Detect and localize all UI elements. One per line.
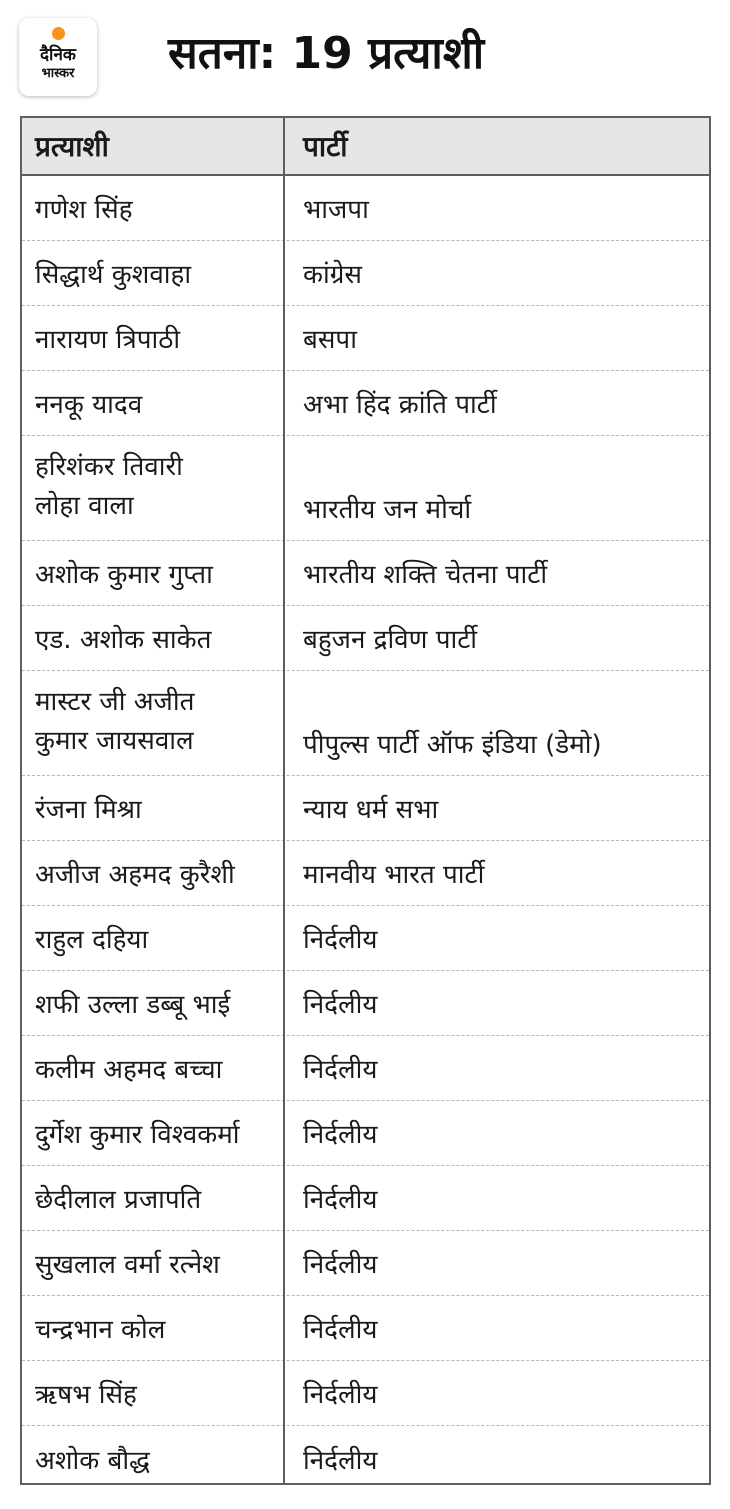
candidate-name: एड. अशोक साकेत <box>35 625 212 655</box>
table-row <box>22 1036 709 1101</box>
candidates-table <box>20 116 711 1485</box>
party-name: भारतीय शक्ति चेतना पार्टी <box>303 560 548 590</box>
candidate-name: दुर्गेश कुमार विश्वकर्मा <box>35 1120 240 1150</box>
table-row <box>22 371 709 436</box>
party-name: निर्दलीय <box>303 1445 378 1476</box>
column-header-party: पार्टी <box>303 130 348 163</box>
candidate-name: अजीज अहमद कुरैशी <box>35 860 235 890</box>
party-name: भारतीय जन मोर्चा <box>303 495 472 525</box>
table-row <box>22 1361 709 1426</box>
party-name: पीपुल्स पार्टी ऑफ इंडिया (डेमो) <box>303 730 602 760</box>
party-name: अभा हिंद क्रांति पार्टी <box>303 390 497 420</box>
table-row <box>22 1101 709 1166</box>
candidate-name: अशोक कुमार गुप्ता <box>35 560 213 590</box>
table-row <box>22 606 709 671</box>
candidate-name: रंजना मिश्रा <box>35 795 142 825</box>
candidate-name: नारायण त्रिपाठी <box>35 325 181 355</box>
candidate-name: राहुल दहिया <box>35 925 149 955</box>
table-row <box>22 971 709 1036</box>
party-name: निर्दलीय <box>303 1120 378 1150</box>
party-name: न्याय धर्म सभा <box>303 795 439 825</box>
candidate-name: गणेश सिंह <box>35 195 133 225</box>
logo-text-line1: दैनिक <box>40 45 76 65</box>
table-row <box>22 306 709 371</box>
table-row <box>22 241 709 306</box>
table-row <box>22 1296 709 1361</box>
candidate-name: मास्टर जी अजीत कुमार जायसवाल <box>35 687 195 756</box>
candidate-name: चन्द्रभान कोल <box>35 1315 166 1345</box>
party-name: निर्दलीय <box>303 1185 378 1215</box>
party-name: कांग्रेस <box>303 260 362 290</box>
table-row <box>22 671 709 776</box>
table-row <box>22 776 709 841</box>
party-name: निर्दलीय <box>303 1055 378 1085</box>
column-divider <box>283 118 285 1483</box>
table-row <box>22 1231 709 1296</box>
candidate-name: ऋषभ सिंह <box>35 1380 137 1410</box>
table-body <box>22 176 709 1491</box>
party-name: निर्दलीय <box>303 925 378 955</box>
candidate-name: अशोक बौद्ध <box>35 1445 150 1476</box>
party-name: निर्दलीय <box>303 1315 378 1345</box>
party-name: निर्दलीय <box>303 1250 378 1280</box>
candidate-name: सुखलाल वर्मा रत्नेश <box>35 1250 220 1280</box>
table-row <box>22 841 709 906</box>
table-row <box>22 436 709 541</box>
candidate-name: हरिशंकर तिवारी लोहा वाला <box>35 452 183 521</box>
table-row <box>22 1166 709 1231</box>
page-title: सतना: 19 प्रत्याशी <box>168 28 485 79</box>
dainik-bhaskar-logo <box>19 18 97 96</box>
candidate-name: कलीम अहमद बच्चा <box>35 1055 223 1085</box>
column-header-candidate: प्रत्याशी <box>35 130 109 163</box>
party-name: निर्दलीय <box>303 1380 378 1410</box>
page-header <box>0 0 730 115</box>
logo-sun-icon <box>52 27 65 40</box>
table-header <box>22 118 709 176</box>
candidate-name: ननकू यादव <box>35 390 143 420</box>
party-name: निर्दलीय <box>303 990 378 1020</box>
table-row <box>22 1426 709 1491</box>
logo-text-line2: भास्कर <box>41 66 75 81</box>
candidate-name: सिद्धार्थ कुशवाहा <box>35 260 192 290</box>
candidate-name: शफी उल्ला डब्बू भाई <box>35 990 231 1020</box>
party-name: बहुजन द्रविण पार्टी <box>303 625 478 655</box>
table-row <box>22 541 709 606</box>
table-row <box>22 176 709 241</box>
party-name: मानवीय भारत पार्टी <box>303 860 485 890</box>
party-name: भाजपा <box>303 195 369 225</box>
table-row <box>22 906 709 971</box>
party-name: बसपा <box>303 325 357 355</box>
candidate-name: छेदीलाल प्रजापति <box>35 1185 202 1215</box>
